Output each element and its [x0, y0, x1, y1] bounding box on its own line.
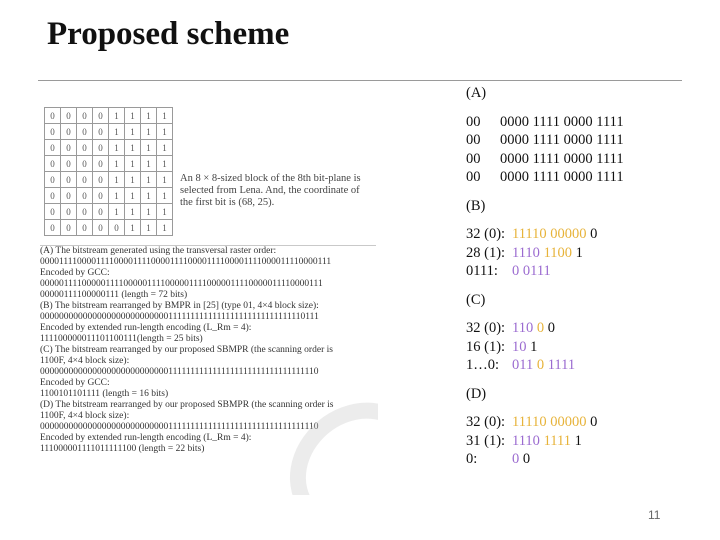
grid-cell: 0	[93, 172, 109, 188]
row-prefix: 32 (0):	[466, 414, 506, 430]
panel-row	[466, 450, 624, 469]
panel-label: (C)	[466, 291, 486, 308]
bit-segment: 110	[512, 320, 537, 336]
bit-segment: 1110	[512, 432, 544, 449]
title-divider	[38, 80, 682, 81]
bitstream-line: 111100000011101100111(length = 25 bits)	[40, 334, 203, 344]
panel-row	[466, 338, 624, 357]
grid-cell: 0	[61, 108, 77, 124]
row-prefix: 00	[466, 113, 481, 130]
grid-cell: 1	[109, 108, 125, 124]
panel-row	[466, 150, 624, 169]
grid-cell: 1	[125, 188, 141, 204]
row-prefix: 28 (1):	[466, 244, 506, 261]
row-prefix: 00	[466, 132, 481, 148]
bitstream-line: 0000000000000000000000000001111111111111111111111111111110111	[40, 312, 319, 322]
panel-row	[466, 262, 624, 281]
bitstream-line: 0000000000000000000000000001111111111111111111111111111111110	[40, 422, 319, 432]
bitstream-line: (B) The bitstream rearranged by BMPR in [25] (type 01, 4×4 block size):	[40, 301, 319, 311]
bitstream-line: (A) The bitstream generated using the transversal raster order:	[40, 246, 277, 256]
grid-cell: 0	[93, 108, 109, 124]
grid-cell: 0	[93, 156, 109, 172]
grid-cell: 1	[125, 140, 141, 156]
grid-cell: 0	[45, 108, 61, 124]
grid-cell: 1	[157, 156, 173, 172]
grid-cell: 0	[77, 108, 93, 124]
grid-cell: 0	[93, 204, 109, 220]
grid-cell: 0	[61, 188, 77, 204]
bitstream-line: Encoded by extended run-length encoding (L_Rm = 4):	[40, 433, 252, 443]
slide-title: Proposed scheme	[47, 16, 290, 52]
row-prefix: 0:	[466, 451, 478, 467]
grid-cell: 1	[109, 172, 125, 188]
grid-cell: 1	[109, 188, 125, 204]
grid-cell: 0	[77, 220, 93, 236]
page-number: 11	[648, 508, 661, 522]
bit-plane-grid	[44, 107, 173, 236]
bitstream-line: 0000000000000000000000000001111111111111111111111111111111110	[40, 367, 319, 377]
bit-segment: 00000	[550, 414, 591, 430]
grid-cell: 0	[45, 220, 61, 236]
grid-cell: 1	[125, 108, 141, 124]
bitstream-line: 00000111100000111 (length = 72 bits)	[40, 290, 188, 300]
grid-cell: 0	[77, 188, 93, 204]
row-prefix: 00	[466, 150, 481, 167]
bit-segment: 11110	[512, 414, 551, 430]
grid-cell: 1	[109, 204, 125, 220]
row-prefix: 31 (1):	[466, 432, 506, 449]
grid-cell: 1	[125, 204, 141, 220]
bitstream-line: Encoded by GCC:	[40, 378, 110, 388]
bitstream-line: Encoded by GCC:	[40, 268, 110, 278]
bitstream-line: (C) The bitstream rearranged by our proposed SBMPR (the scanning order is	[40, 345, 333, 355]
panel-row	[466, 244, 624, 263]
grid-cell: 0	[77, 124, 93, 140]
bitstream-line: 000011110000111100001111000011110000111100001111000011110000111	[40, 257, 332, 267]
grid-cell: 1	[157, 188, 173, 204]
bit-segment: 0	[522, 451, 531, 467]
grid-cell: 0	[93, 188, 109, 204]
bit-segment: 1111	[543, 432, 575, 449]
grid-row	[45, 204, 173, 220]
figure-image	[36, 107, 378, 495]
grid-cell: 1	[157, 172, 173, 188]
bit-segment: 1110	[512, 244, 544, 261]
grid-cell: 1	[125, 172, 141, 188]
panel-row	[466, 356, 624, 375]
grid-cell: 0	[93, 140, 109, 156]
bit-segment: 0	[547, 320, 555, 336]
bit-segment: 1	[530, 338, 538, 355]
panel-label: (D)	[466, 385, 487, 402]
panel-row	[466, 113, 624, 132]
bit-panels	[466, 84, 624, 469]
row-prefix: 16 (1):	[466, 338, 506, 355]
grid-cell: 0	[61, 172, 77, 188]
panel-row	[466, 131, 624, 150]
row-prefix: 00	[466, 169, 481, 185]
grid-row	[45, 220, 173, 236]
grid-cell: 1	[109, 140, 125, 156]
bit-segment: 1	[575, 244, 583, 261]
row-prefix: 0111:	[466, 263, 498, 279]
grid-cell: 1	[157, 204, 173, 220]
grid-cell: 1	[125, 156, 141, 172]
bit-segment: 0	[590, 226, 598, 242]
bit-segment: 10	[512, 338, 531, 355]
figure-caption: An 8 × 8-sized block of the 8th bit-plane is selected from Lena. And, the coordinate of the first bit is (68, 25).	[180, 173, 361, 208]
panel-row	[466, 225, 624, 244]
bit-segment: 0	[590, 414, 598, 430]
grid-cell: 0	[77, 156, 93, 172]
grid-cell: 0	[61, 124, 77, 140]
grid-cell: 1	[141, 172, 157, 188]
bit-segment: 0 0111	[512, 263, 551, 279]
grid-cell: 1	[141, 204, 157, 220]
row-bits: 0000 1111 0000 1111	[500, 150, 624, 167]
panel-row	[466, 168, 624, 187]
bitstream-line: 1100F, 4×4 block size):	[40, 411, 130, 421]
grid-row	[45, 188, 173, 204]
row-bits: 0000 1111 0000 1111	[500, 132, 624, 148]
bit-segment: 1	[574, 432, 582, 449]
bit-segment: 0	[536, 320, 548, 336]
panel-row	[466, 432, 624, 451]
grid-row	[45, 172, 173, 188]
grid-cell: 1	[141, 156, 157, 172]
panel-row	[466, 413, 624, 432]
grid-cell: 1	[141, 108, 157, 124]
panel-row	[466, 319, 624, 338]
grid-cell: 0	[45, 204, 61, 220]
bit-segment: 011	[512, 357, 537, 373]
grid-row	[45, 156, 173, 172]
panel-label: (B)	[466, 197, 486, 214]
grid-cell: 1	[157, 220, 173, 236]
bit-segment: 0	[536, 357, 548, 373]
grid-cell: 1	[157, 108, 173, 124]
grid-cell: 1	[125, 124, 141, 140]
grid-cell: 0	[45, 188, 61, 204]
grid-cell: 0	[109, 220, 125, 236]
grid-cell: 0	[77, 204, 93, 220]
grid-cell: 0	[93, 220, 109, 236]
bit-segment: 1100	[543, 244, 576, 261]
bit-segment: 1111	[547, 357, 576, 373]
grid-cell: 0	[45, 172, 61, 188]
grid-row	[45, 108, 173, 124]
bitstream-line: 1100101101111 (length = 16 bits)	[40, 389, 169, 399]
grid-cell: 1	[157, 140, 173, 156]
row-bits: 0000 1111 0000 1111	[500, 113, 624, 130]
grid-cell: 0	[45, 156, 61, 172]
grid-cell: 1	[141, 220, 157, 236]
bit-segment: 0	[512, 451, 523, 467]
grid-cell: 1	[109, 156, 125, 172]
grid-cell: 0	[61, 156, 77, 172]
grid-cell: 0	[93, 124, 109, 140]
grid-cell: 0	[77, 172, 93, 188]
grid-cell: 1	[141, 140, 157, 156]
bitstream-line: 111000001111011111100 (length = 22 bits)	[40, 444, 205, 454]
grid-cell: 0	[61, 140, 77, 156]
bitstream-line: (D) The bitstream rearranged by our proposed SBMPR (the scanning order is	[40, 400, 334, 410]
grid-cell: 1	[109, 124, 125, 140]
grid-cell: 1	[141, 188, 157, 204]
grid-row	[45, 124, 173, 140]
grid-cell: 1	[157, 124, 173, 140]
bit-segment: 11110	[512, 226, 551, 242]
row-prefix: 32 (0):	[466, 320, 506, 336]
grid-cell: 0	[61, 204, 77, 220]
grid-cell: 1	[125, 220, 141, 236]
row-bits: 0000 1111 0000 1111	[500, 169, 624, 185]
bit-segment: 00000	[550, 226, 591, 242]
bitstream-line: 1100F, 4×4 block size):	[40, 356, 130, 366]
row-prefix: 32 (0):	[466, 226, 506, 242]
grid-cell: 0	[45, 140, 61, 156]
grid-cell: 1	[141, 124, 157, 140]
row-prefix: 1…0:	[466, 357, 500, 373]
grid-cell: 0	[77, 140, 93, 156]
grid-cell: 0	[61, 220, 77, 236]
bitstream-line: 0000011110000011110000011110000011110000011110000011110000111	[40, 279, 323, 289]
bitstream-line: Encoded by extended run-length encoding (L_Rm = 4):	[40, 323, 252, 333]
panel-label: (A)	[466, 85, 487, 101]
grid-cell: 0	[45, 124, 61, 140]
grid-row	[45, 140, 173, 156]
